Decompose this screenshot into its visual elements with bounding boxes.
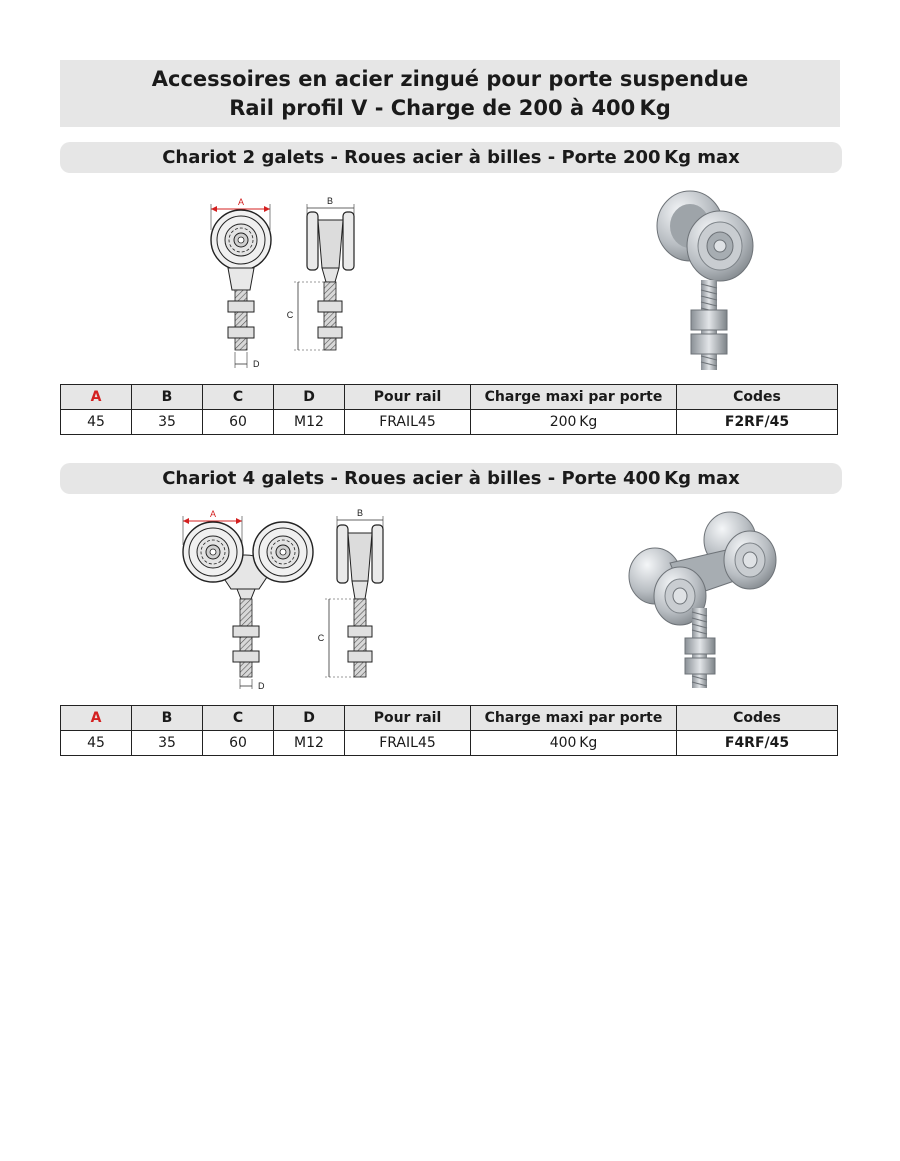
page-subtitle: Rail profil V - Charge de 200 à 400 Kg <box>229 96 671 120</box>
table-header-row <box>61 706 838 731</box>
section-title-4-wheels: Chariot 4 galets - Roues acier à billes - Porte 400 Kg max <box>60 463 842 494</box>
cell-a: 45 <box>61 410 132 435</box>
dim-label-c: C <box>317 633 325 643</box>
dim-label-d: D <box>253 359 260 369</box>
cell-b: 35 <box>132 410 203 435</box>
page-title: Accessoires en acier zingué pour porte suspendue <box>151 67 749 91</box>
spec-table-2-wheels <box>60 384 838 435</box>
cell-rail: FRAIL45 <box>345 731 471 756</box>
col-header-load: Charge maxi par porte <box>471 385 677 410</box>
cell-load: 400 Kg <box>471 731 677 756</box>
cell-code: F2RF/45 <box>677 410 838 435</box>
dim-label-d: D <box>258 681 265 691</box>
col-header-load: Charge maxi par porte <box>471 706 677 731</box>
col-header-rail: Pour rail <box>345 385 471 410</box>
page-title-box <box>60 60 840 127</box>
dim-label-a: A <box>237 197 245 207</box>
cell-a: 45 <box>61 731 132 756</box>
cell-d: M12 <box>274 731 345 756</box>
col-header-d: D <box>274 706 345 731</box>
dim-label-b: B <box>356 508 364 518</box>
table-header-row <box>61 385 838 410</box>
table-row <box>61 410 838 435</box>
cell-c: 60 <box>203 410 274 435</box>
dim-label-c: C <box>286 310 294 320</box>
col-header-d: D <box>274 385 345 410</box>
section-title-2-wheels: Chariot 2 galets - Roues acier à billes - Porte 200 Kg max <box>60 142 842 173</box>
technical-drawing-2-wheels <box>190 190 370 375</box>
col-header-codes: Codes <box>677 706 838 731</box>
col-header-c: C <box>203 385 274 410</box>
table-row <box>61 731 838 756</box>
dim-label-b: B <box>326 196 334 206</box>
col-header-c: C <box>203 706 274 731</box>
cell-rail: FRAIL45 <box>345 410 471 435</box>
col-header-a: A <box>61 706 132 731</box>
spec-table-4-wheels <box>60 705 838 756</box>
technical-drawing-4-wheels <box>175 505 395 695</box>
cell-c: 60 <box>203 731 274 756</box>
col-header-rail: Pour rail <box>345 706 471 731</box>
col-header-b: B <box>132 706 203 731</box>
col-header-b: B <box>132 385 203 410</box>
col-header-codes: Codes <box>677 385 838 410</box>
product-photo-2-wheels <box>645 188 760 378</box>
cell-b: 35 <box>132 731 203 756</box>
dim-label-a: A <box>209 509 217 519</box>
product-photo-4-wheels <box>625 508 785 693</box>
cell-load: 200 Kg <box>471 410 677 435</box>
col-header-a: A <box>61 385 132 410</box>
cell-code: F4RF/45 <box>677 731 838 756</box>
cell-d: M12 <box>274 410 345 435</box>
